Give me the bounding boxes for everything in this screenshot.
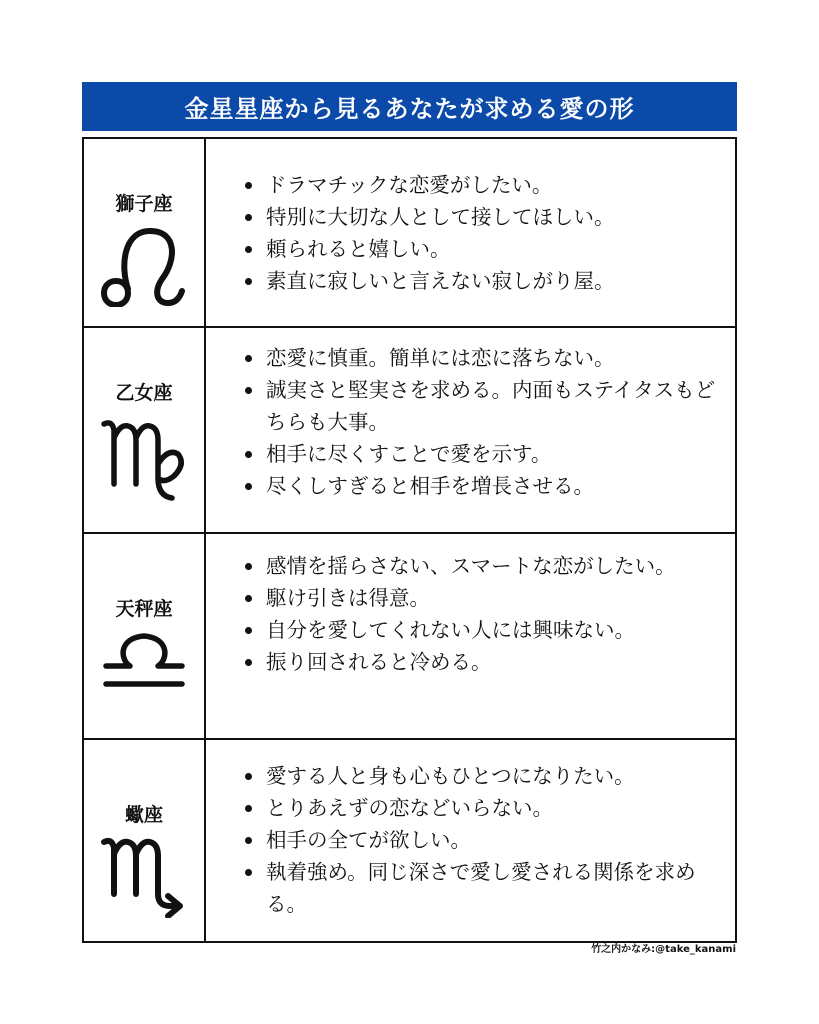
sign-cell [84,740,206,941]
sign-name: 天秤座 [115,598,173,620]
trait-list [208,740,735,920]
list-item: 特別に大切な人として接してほしい。 [208,201,735,233]
virgo-icon [98,414,190,504]
page-title: 金星星座から見るあなたが求める愛の形 [82,82,737,131]
list-item: 自分を愛してくれない人には興味ない。 [208,614,735,646]
list-item: 頼られると嬉しい。 [208,233,735,265]
list-item: 尽くしすぎると相手を増長させる。 [208,470,735,502]
table-row-leo [84,139,735,328]
list-item: 相手の全てが欲しい。 [208,824,735,856]
trait-list [208,534,735,678]
sign-name: 蠍座 [124,804,163,826]
list-item: 恋愛に慎重。簡単には恋に落ちない。 [208,342,735,374]
table-row-libra [84,534,735,740]
sign-name: 乙女座 [115,382,173,404]
trait-list [208,139,735,297]
list-item: 感情を揺らさない、スマートな恋がしたい。 [208,550,735,582]
zodiac-table [82,137,737,943]
sign-cell [84,534,206,738]
sign-cell [84,139,206,326]
list-item: 誠実さと堅実さを求める。内面もステイタスもどちらも大事。 [208,374,735,438]
scorpio-icon [98,832,190,918]
list-item: とりあえずの恋などいらない。 [208,792,735,824]
libra-icon [98,630,190,692]
list-item: 執着強め。同じ深さで愛し愛される関係を求める。 [208,856,735,920]
sign-name: 獅子座 [115,193,173,215]
table-row-virgo [84,328,735,534]
table-row-scorpio [84,740,735,941]
list-item: 振り回されると冷める。 [208,646,735,678]
leo-icon [98,221,190,307]
sign-cell [84,328,206,532]
list-item: 愛する人と身も心もひとつになりたい。 [208,760,735,792]
list-item: 相手に尽くすことで愛を示す。 [208,438,735,470]
trait-list [208,328,735,502]
list-item: 素直に寂しいと言えない寂しがり屋。 [208,265,735,297]
list-item: 駆け引きは得意。 [208,582,735,614]
author-credit: 竹之内かなみ:@take_kanami [591,944,736,955]
list-item: ドラマチックな恋愛がしたい。 [208,169,735,201]
